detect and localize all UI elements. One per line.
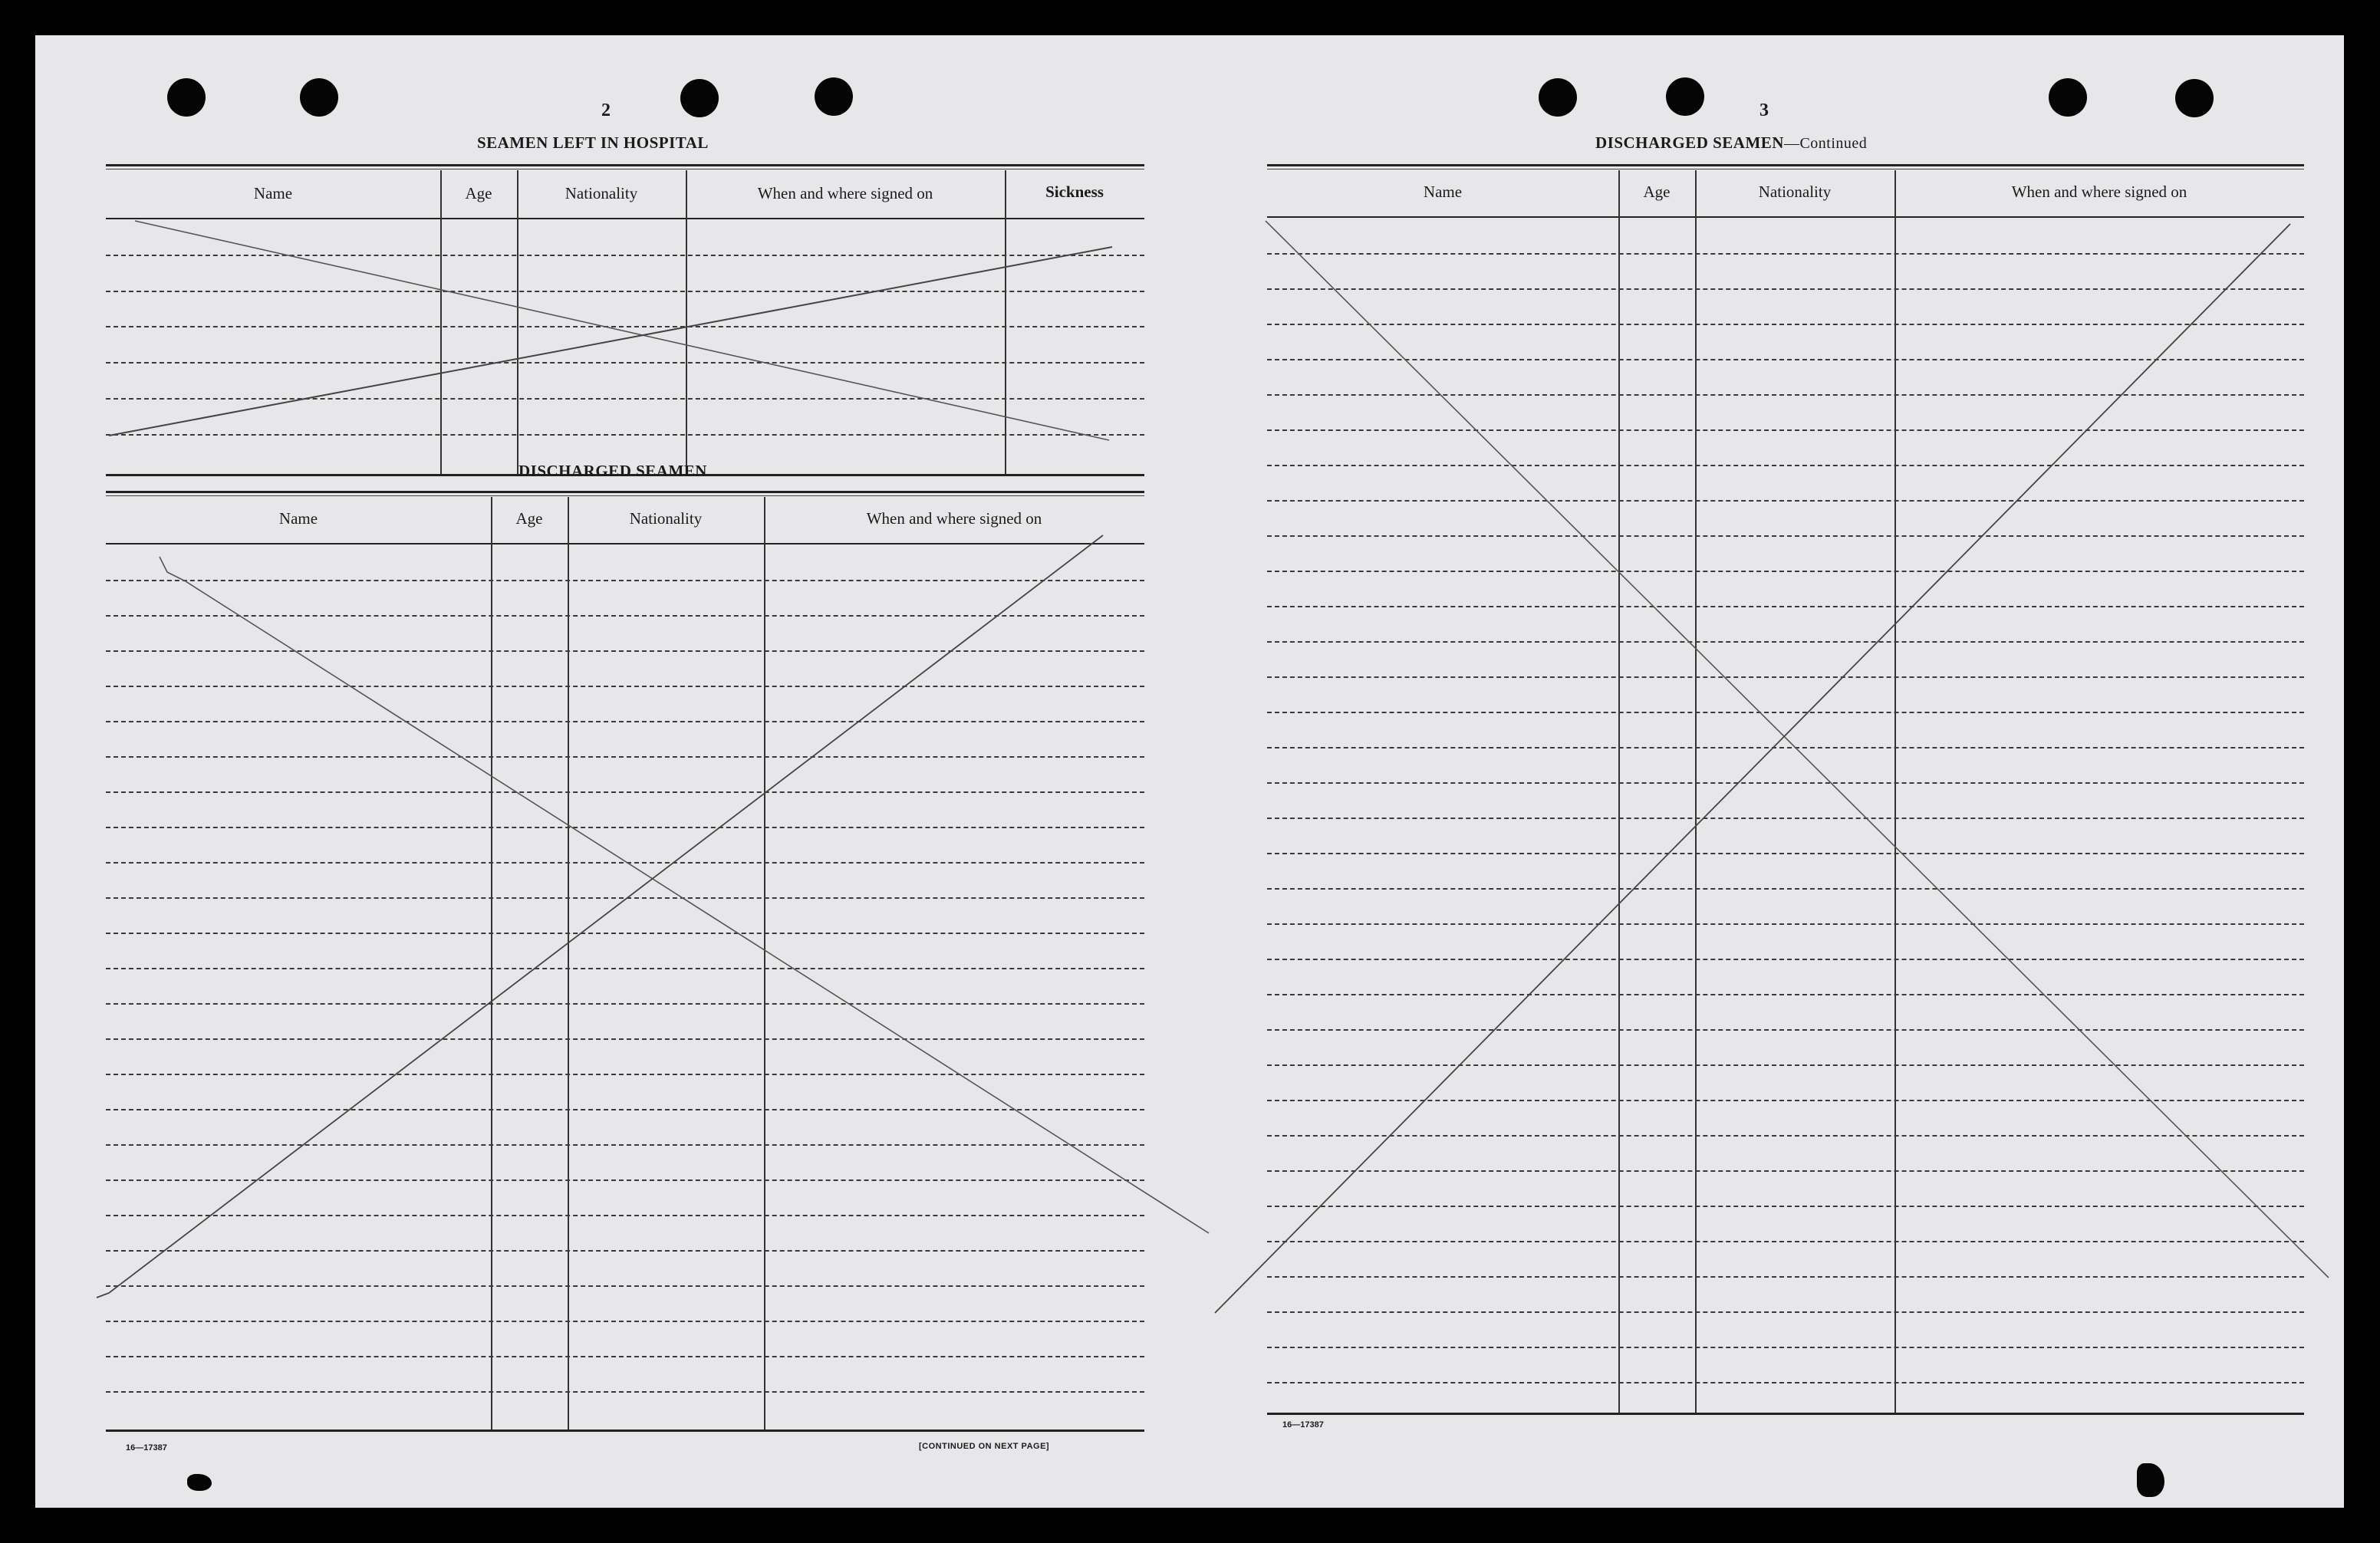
form-number-right: 16—17387: [1282, 1420, 1324, 1429]
discharged-continued-suffix: —Continued: [1783, 135, 1868, 152]
discharged-col-signed-on: When and where signed on: [866, 509, 1042, 528]
record-sheet: [35, 35, 2344, 1508]
hospital-section-title: SEAMEN LEFT IN HOSPITAL: [477, 133, 709, 152]
hospital-col-nationality: Nationality: [565, 184, 638, 202]
hospital-col-name: Name: [253, 184, 293, 202]
continued-col-signed-on: When and where signed on: [2011, 183, 2187, 201]
discharged-section-title: DISCHARGED SEAMEN: [518, 462, 707, 480]
page-number-right: 3: [1759, 100, 1769, 120]
continued-col-nationality: Nationality: [1758, 183, 1832, 201]
discharged-col-nationality: Nationality: [629, 509, 703, 528]
form-number-left: 16—17387: [126, 1443, 167, 1453]
continued-col-name: Name: [1423, 183, 1463, 201]
discharged-col-name: Name: [278, 509, 318, 528]
discharged-col-age: Age: [515, 509, 543, 528]
discharged-continued-title-main: DISCHARGED SEAMEN: [1595, 133, 1784, 152]
hospital-col-signed-on: When and where signed on: [757, 184, 933, 202]
strike-through-mark: [35, 35, 2344, 1508]
continued-col-age: Age: [1643, 183, 1671, 201]
ink-blot: [187, 1474, 212, 1491]
ink-blot: [2137, 1463, 2164, 1497]
continued-note: [CONTINUED ON NEXT PAGE]: [919, 1442, 1050, 1451]
hospital-col-sickness: Sickness: [1045, 183, 1104, 201]
page-number-left: 2: [601, 100, 611, 120]
hospital-col-age: Age: [465, 184, 492, 202]
